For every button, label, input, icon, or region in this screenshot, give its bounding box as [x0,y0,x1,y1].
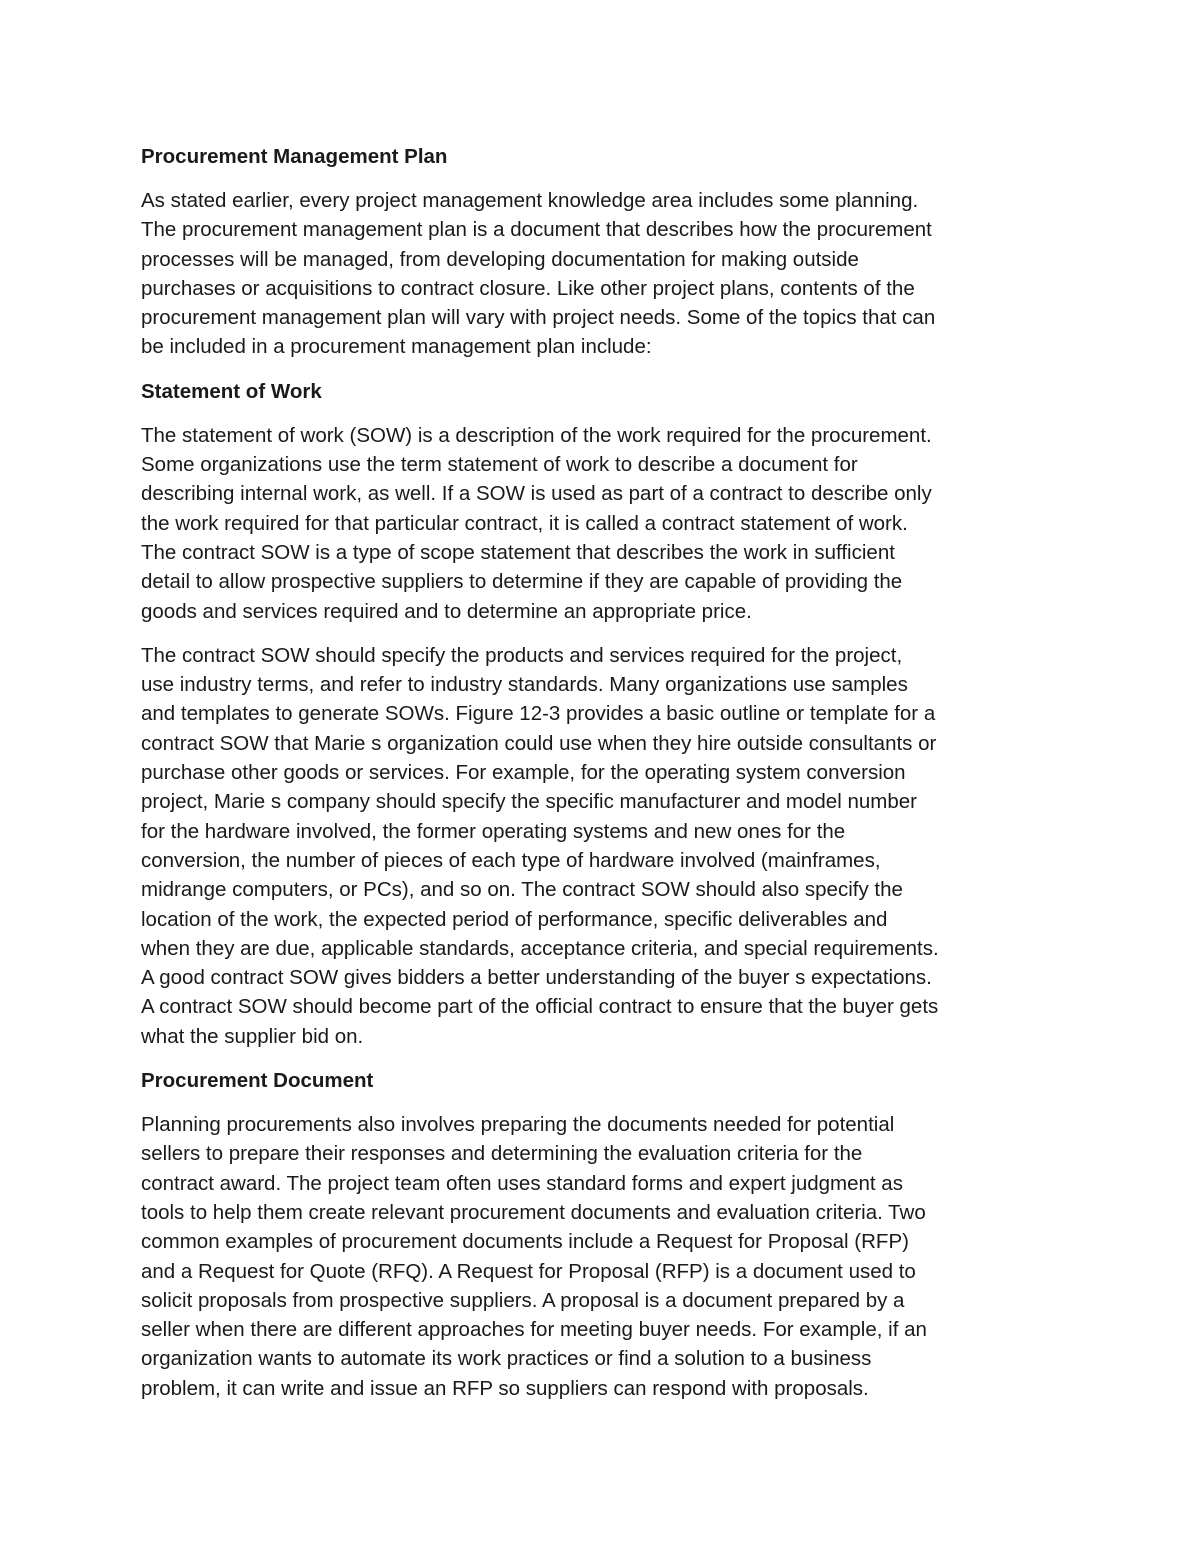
text-line: procurement management plan will vary with project needs. Some of the topics that can [141,306,936,330]
text-line: describing internal work, as well. If a SOW is used as part of a contract to describe only [141,482,932,506]
text-line: be included in a procurement management plan include: [141,335,652,359]
text-line: organization wants to automate its work practices or find a solution to a business [141,1347,872,1371]
text-line: Some organizations use the term statement of work to describe a document for [141,453,858,477]
text-line: for the hardware involved, the former operating systems and new ones for the [141,819,846,843]
text-line: processes will be managed, from developing documentation for making outside [141,247,859,271]
text-line: what the supplier bid on. [141,1024,364,1048]
text-line: sellers to prepare their responses and determining the evaluation criteria for the [141,1142,863,1166]
text-line: The statement of work (SOW) is a description of the work required for the procurement. [141,423,932,447]
text-line: purchase other goods or services. For example, for the operating system conversion [141,761,906,785]
text-line: and a Request for Quote (RFQ). A Request for Proposal (RFP) is a document used to [141,1259,916,1283]
section-statement-of-work [141,377,1066,1051]
text-line: A contract SOW should become part of the official contract to ensure that the buyer gets [141,995,939,1019]
text-line: problem, it can write and issue an RFP so suppliers can respond with proposals. [141,1376,869,1400]
text-line: solicit proposals from prospective suppliers. A proposal is a document prepared by a [141,1288,905,1312]
text-line: contract award. The project team often uses standard forms and expert judgment as [141,1171,903,1195]
text-line: contract SOW that Marie s organization could use when they hire outside consultants or [141,731,937,755]
document-page [141,142,1066,1418]
text-line: purchases or acquisitions to contract closure. Like other project plans, contents of the [141,276,915,300]
text-line: the work required for that particular contract, it is called a contract statement of work. [141,511,908,535]
text-line: project, Marie s company should specify the specific manufacturer and model number [141,790,917,814]
text-line: use industry terms, and refer to industry standards. Many organizations use samples [141,673,908,697]
text-line: tools to help them create relevant procurement documents and evaluation criteria. Two [141,1200,926,1224]
text-line: location of the work, the expected period of performance, specific deliverables and [141,907,888,931]
text-line: and templates to generate SOWs. Figure 12-3 provides a basic outline or template for a [141,702,936,726]
section-heading: Procurement Document [141,1069,374,1093]
section-heading: Procurement Management Plan [141,145,448,168]
text-line: when they are due, applicable standards, acceptance criteria, and special requirements. [141,936,939,960]
section-heading: Statement of Work [141,379,322,403]
text-line: conversion, the number of pieces of each type of hardware involved (mainframes, [141,848,881,872]
paragraph [141,421,1066,626]
text-line: The contract SOW is a type of scope statement that describes the work in sufficient [141,540,895,564]
section-procurement-document [141,1066,1066,1403]
text-line: goods and services required and to determine an appropriate price. [141,599,752,623]
text-line: The procurement management plan is a document that describes how the procurement [141,218,932,242]
text-line: A good contract SOW gives bidders a better understanding of the buyer s expectations. [141,966,932,990]
text-line: common examples of procurement documents include a Request for Proposal (RFP) [141,1230,909,1254]
paragraph [141,186,1066,362]
text-line: detail to allow prospective suppliers to determine if they are capable of providing the [141,570,903,594]
text-line: Planning procurements also involves preparing the documents needed for potential [141,1113,895,1137]
paragraph [141,1110,1066,1403]
text-line: seller when there are different approaches for meeting buyer needs. For example, if an [141,1318,927,1342]
paragraph [141,641,1066,1051]
section-procurement-management-plan [141,142,1066,362]
text-line: The contract SOW should specify the products and services required for the project, [141,643,903,667]
text-line: midrange computers, or PCs), and so on. The contract SOW should also specify the [141,878,903,902]
text-line: As stated earlier, every project management knowledge area includes some planning. [141,189,919,212]
